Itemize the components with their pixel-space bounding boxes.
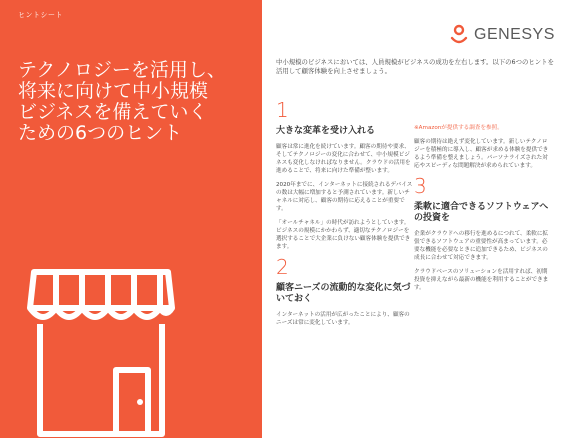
section-paragraph: 「オールチャネル」の時代が訪れようとしています。ビジネスの規模にかかわらず、適切なテクノロジーを選択することで大企業に負けない顧客体験を提供できます。 [276, 220, 411, 250]
section-paragraph: クラウドベースのソリューションを活用すれば、初期投資を抑えながら最新の機能を利用することができます。 [414, 269, 549, 291]
section-paragraph: 顧客の期待は絶えず変化しています。新しいテクノロジーを積極的に導入し、顧客が求める体験を提供できるよう準備を整えましょう。パーソナライズされた対応やスピーディな問題解決が求められています。 [414, 139, 549, 169]
section-paragraph: 2020年までに、インターネットに接続されるデバイスの数は大幅に増加すると予測されています。新しいチャネルに対応し、顧客の期待に応えることが重要です。 [276, 182, 413, 212]
section-number: 3 [414, 174, 427, 198]
title-line: ための6つのヒント [18, 122, 183, 144]
left-column [276, 96, 414, 333]
section-paragraph: インターネットの活用が広がったことにより、顧客のニーズは常に変化しています。 [276, 312, 410, 326]
section-heading: 大きな変革を受け入れる [276, 126, 376, 136]
section-paragraph: 顧客は常に進化を続けています。顧客の期待や要求、そしてテクノロジーの変化に合わせて、中小規模ビジネスも変化しなければなりません。クラウドの活用を進めることで、将来に向けた準備が整います。 [276, 144, 411, 174]
section-number: 1 [276, 98, 289, 122]
source-note: ※Amazonが提供する調査を参照。 [414, 125, 503, 131]
document-title [18, 60, 254, 144]
document-category: ヒントシート [18, 11, 63, 19]
content-panel [262, 0, 566, 438]
logo-wordmark: GENESYS [474, 26, 555, 43]
storefront-icon [26, 262, 176, 438]
section-number: 2 [276, 255, 289, 279]
title-line: ビジネスを備えていく [18, 101, 208, 123]
right-column [414, 124, 552, 298]
section-heading: 顧客ニーズの流動的な変化に気づいておく [276, 283, 411, 304]
genesys-logo [448, 24, 555, 46]
hero-panel [0, 0, 262, 438]
title-line: 将来に向けて中小規模 [18, 80, 209, 102]
section-heading: 柔軟に適合できるソフトウェアへの投資を [414, 202, 549, 223]
title-line: テクノロジーを活用し、 [18, 59, 226, 81]
genesys-logo-icon [448, 24, 470, 46]
section-paragraph: 企業がクラウドへの移行を進めるにつれて、柔軟に拡張できるソフトウェアの重要性が高まっています。必要な機能を必要なときに追加できるため、ビジネスの成長に合わせて対応できます。 [414, 231, 549, 261]
intro-text: 中小規模のビジネスにおいては、人員規模がビジネスの成功を左右します。以下の6つのヒントを活用して顧客体験を向上させましょう。 [276, 58, 554, 75]
